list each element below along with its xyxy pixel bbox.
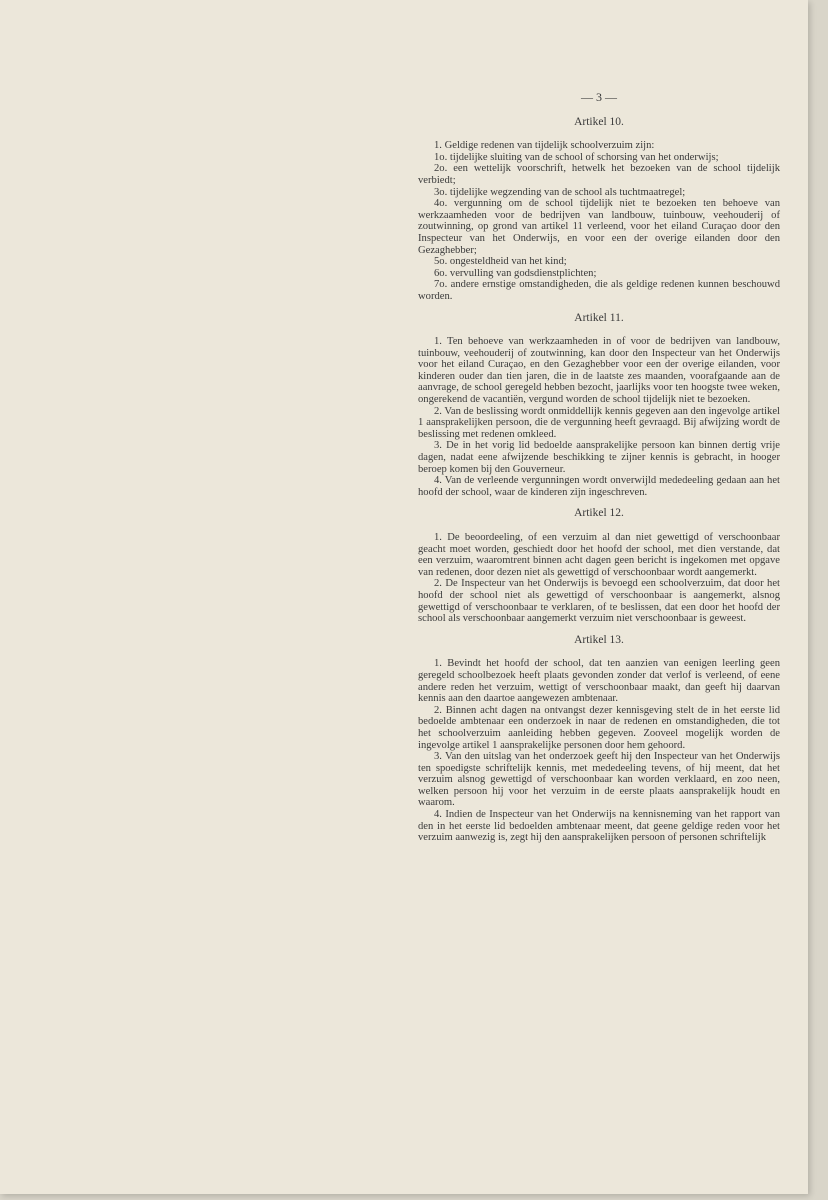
article-paragraph: 1. De beoordeeling, of een verzuim al dan niet gewettigd of verschoonbaar geacht moet worden, geschiedt door het hoofd der school, met dien verstande, dat een verzuim, waaromtrent binnen acht dagen geen bericht is ingekomen met opgave van redenen, door dezen niet als gewettigd of verschoonbaar wordt aangemerkt. xyxy=(418,532,780,578)
article-heading: Artikel 13. xyxy=(574,633,624,646)
article-paragraph: 4. Indien de Inspecteur van het Onderwijs na kennisneming van het rapport van den in het eerste lid bedoelden ambtenaar meent, dat geene geldige reden voor het verzuim aanwezig is, zegt hij den aansprakelijken persoon of personen schriftelijk xyxy=(418,809,780,844)
article-heading: Artikel 12. xyxy=(574,507,624,520)
article-paragraph: 3. De in het vorig lid bedoelde aansprakelijke persoon kan binnen dertig vrije dagen, nadat eene afwijzende beschikking te zijner kennis is gebracht, in hooger beroep komen bij den Gouverneur. xyxy=(418,440,780,475)
article-heading: Artikel 10. xyxy=(574,115,624,128)
article-heading: Artikel 11. xyxy=(574,311,624,324)
article-paragraph: 2. Binnen acht dagen na ontvangst dezer kennisgeving stelt de in het eerste lid bedoelde ambtenaar een onderzoek in naar de redenen en omstandigheden, die tot het schoolverzuim aanleiding hebben gegeven. Zooveel mogelijk worden de ingevolge artikel 1 aansprakelijke personen door hem gehoord. xyxy=(418,704,780,751)
article-paragraph: 6o. vervulling van godsdienstplichten; xyxy=(434,267,597,279)
article-paragraph: 5o. ongesteldheid van het kind; xyxy=(434,256,567,268)
page-number: — 3 — xyxy=(581,90,617,104)
article-paragraph: 1o. tijdelijke sluiting van de school of schorsing van het onderwijs; xyxy=(434,151,719,163)
text-column xyxy=(418,92,780,844)
article-paragraph: 7o. andere ernstige omstandigheden, die als geldige redenen kunnen beschouwd worden. xyxy=(418,279,780,302)
article-paragraph: 4o. vergunning om de school tijdelijk niet te bezoeken ten behoeve van werkzaamheden voor de bedrijven van landbouw, tuinbouw, veehouderij of zoutwinning, op grond van artikel 11 verleend, voor het eiland Curaçao door den Inspecteur van het Onderwijs, en voor een der overige eilanden door den Gezaghebber; xyxy=(418,198,780,256)
article-paragraph: 4. Van de verleende vergunningen wordt onverwijld mededeeling gedaan aan het hoofd der school, waar de kinderen zijn ingeschreven. xyxy=(418,475,780,498)
article-paragraph: 1. Ten behoeve van werkzaamheden in of voor de bedrijven van landbouw, tuinbouw, veehouderij of zoutwinning, kan door den Inspecteur van het Onderwijs voor het eiland Curaçao, en den Gezaghebber voor een der overige eilanden, voor kinderen ouder dan tien jaren, die in de laatste zes maanden, voorafgaande aan de aanvrage, de school geregeld hebben bezocht, jaarlijks voor ten hoogste twee weken, ongerekend de vacantiën, vergund worden de school tijdelijk niet te bezoeken. xyxy=(418,336,780,406)
article-paragraph: 1. Geldige redenen van tijdelijk schoolverzuim zijn: xyxy=(434,140,655,152)
article-paragraph: 2. Van de beslissing wordt onmiddellijk kennis gegeven aan den ingevolge artikel 1 aansprakelijken persoon, die de vergunning heeft gevraagd. Bij afwijzing wordt de beslissing met redenen omkleed. xyxy=(418,405,780,440)
article-paragraph: 3o. tijdelijke wegzending van de school als tuchtmaatregel; xyxy=(434,186,686,198)
article-paragraph: 2. De Inspecteur van het Onderwijs is bevoegd een schoolverzuim, dat door het hoofd der school niet als gewettigd of verschoonbaar is aangemerkt, alsnog gewettigd of verschoonbaar te verklaren, of te beslissen, dat een door het hoofd der school als verschoonbaar aangemerkt verzuim niet verschoonbaar is geweest. xyxy=(418,578,780,625)
article-paragraph: 2o. een wettelijk voorschrift, hetwelk het bezoeken van de school tijdelijk verbiedt; xyxy=(418,163,780,186)
article-paragraph: 1. Bevindt het hoofd der school, dat ten aanzien van eenigen leerling geen geregeld schoolbezoek heeft plaats gevonden zonder dat verlof is verleend, of eene andere reden het verzuim, wettigt of verschoonbaar maakt, dan geeft hij daarvan kennis aan den daartoe aangewezen ambtenaar. xyxy=(418,658,780,705)
article-paragraph: 3. Van den uitslag van het onderzoek geeft hij den Inspecteur van het Onderwijs ten spoedigste schriftelijk kennis, met mededeeling tevens, of hij meent, dat het verzuim alsnog gewettigd of verschoonbaar kan worden verklaard, en zoo neen, welken persoon hij voor het verzuim in de eerste plaats aansprakelijk houdt en waarom. xyxy=(418,751,780,809)
